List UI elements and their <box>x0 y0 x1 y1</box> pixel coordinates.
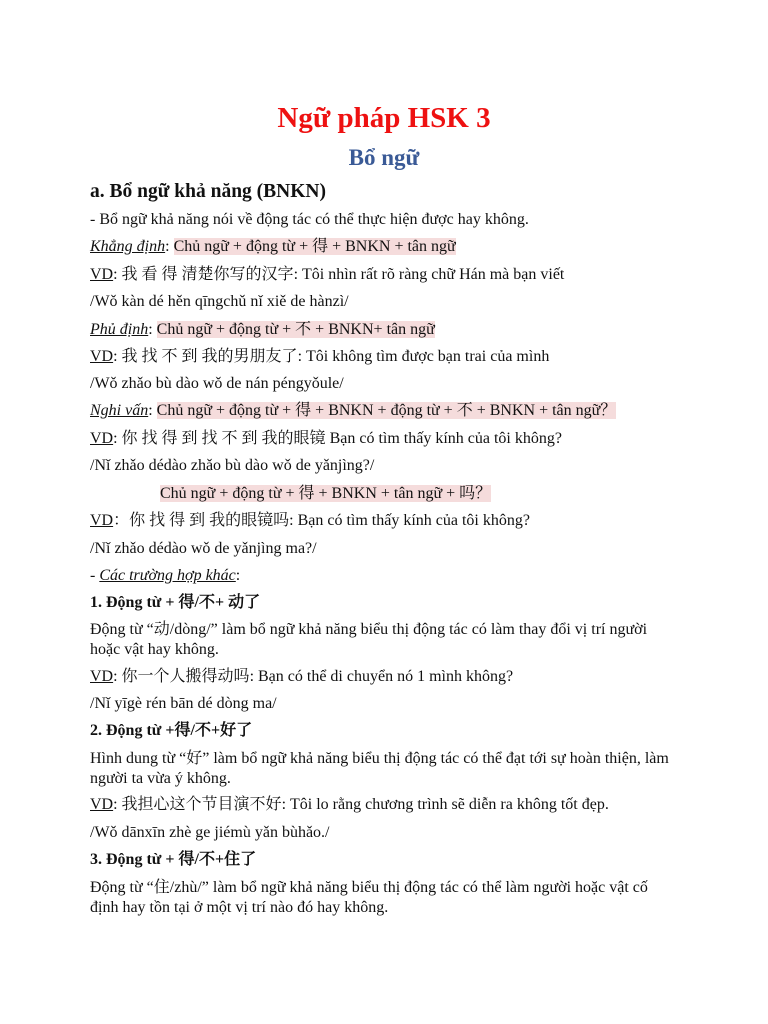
case-2-description: Hình dung từ “好” làm bổ ngữ khả năng biểu thị động tác có thể đạt tới sự hoàn thiện, làm người ta vừa ý không. <box>90 750 669 787</box>
case-1-description: Động từ “动/dòng/” làm bổ ngữ khả năng biểu thị động tác có làm thay đổi vị trí người hoặc vật hay không. <box>90 621 648 658</box>
example-3: VD: 你 找 得 到 找 不 到 我的眼镜 Bạn có tìm thấy kính của tôi không? <box>90 430 562 447</box>
example-2: VD: 我 找 不 到 我的男朋友了: Tôi không tìm được bạn trai của mình <box>90 348 550 365</box>
example-3-pinyin: /Nǐ zhǎo dédào zhǎo bù dào wǒ de yǎnjìng?/ <box>90 457 375 474</box>
example-4-pinyin: /Nǐ zhǎo dédào wǒ de yǎnjìng ma?/ <box>90 540 317 557</box>
question-label: Nghi vấn <box>90 402 149 419</box>
other-cases-heading: - Các trường hợp khác: <box>90 567 241 584</box>
example-2-pinyin: /Wǒ zhǎo bù dào wǒ de nán péngyǒule/ <box>90 375 344 392</box>
case-3-description: Động từ “住/zhù/” làm bổ ngữ khả năng biểu thị động tác có thể làm người hoặc vật cố định hay tồn tại ở một vị trí nào đó hay không. <box>90 879 648 916</box>
intro-text: - Bổ ngữ khả năng nói về động tác có thể thực hiện được hay không. <box>90 211 529 228</box>
example-1-pinyin: /Wǒ kàn dé hěn qīngchǔ nǐ xiě de hànzì/ <box>90 293 349 310</box>
affirmative-formula: Chủ ngữ + động từ + 得 + BNKN + tân ngữ <box>173 238 456 255</box>
case-2-heading: 2. Động từ +得/不+好了 <box>90 722 253 739</box>
negative-label: Phủ định <box>90 321 149 338</box>
question-formula: Chủ ngữ + động từ + 得 + BNKN + động từ + 不 + BNKN + tân ngữ？ <box>156 402 617 419</box>
section-heading: a. Bổ ngữ khả năng (BNKN) <box>90 181 327 202</box>
example-4: VD：你 找 得 到 我的眼镜吗: Bạn có tìm thấy kính của tôi không? <box>90 512 530 529</box>
question-rule: Nghi vấn: Chủ ngữ + động từ + 得 + BNKN + động từ + 不 + BNKN + tân ngữ？ <box>90 402 617 419</box>
case-3-heading: 3. Động từ + 得/不+住了 <box>90 851 257 868</box>
question-rule-2 <box>160 484 491 504</box>
page-subtitle: Bổ ngữ <box>348 145 420 170</box>
case-1-example: VD: 你一个人搬得动吗: Bạn có thể di chuyển nó 1 mình không? <box>90 668 514 685</box>
affirmative-rule: Khẳng định: Chủ ngữ + động từ + 得 + BNKN + tân ngữ <box>90 238 456 255</box>
case-1-pinyin: /Nǐ yīgè rén bān dé dòng ma/ <box>90 695 277 712</box>
question-formula-2: Chủ ngữ + động từ + 得 + BNKN + tân ngữ + 吗？ <box>160 485 492 502</box>
case-2-example: VD: 我担心这个节目演不好: Tôi lo rằng chương trình sẽ diễn ra không tốt đẹp. <box>90 796 609 813</box>
affirmative-label: Khẳng định <box>90 238 166 255</box>
case-2-pinyin: /Wǒ dānxīn zhè ge jiémù yǎn bùhǎo./ <box>90 824 330 841</box>
page-title: Ngữ pháp HSK 3 <box>277 102 491 134</box>
negative-rule: Phủ định: Chủ ngữ + động từ + 不 + BNKN+ tân ngữ <box>90 321 435 338</box>
case-1-heading: 1. Động từ + 得/不+ 动了 <box>90 594 261 611</box>
example-1: VD: 我 看 得 清楚你写的汉字: Tôi nhìn rất rõ ràng chữ Hán mà bạn viết <box>90 266 565 283</box>
negative-formula: Chủ ngữ + động từ + 不 + BNKN+ tân ngữ <box>156 321 435 338</box>
